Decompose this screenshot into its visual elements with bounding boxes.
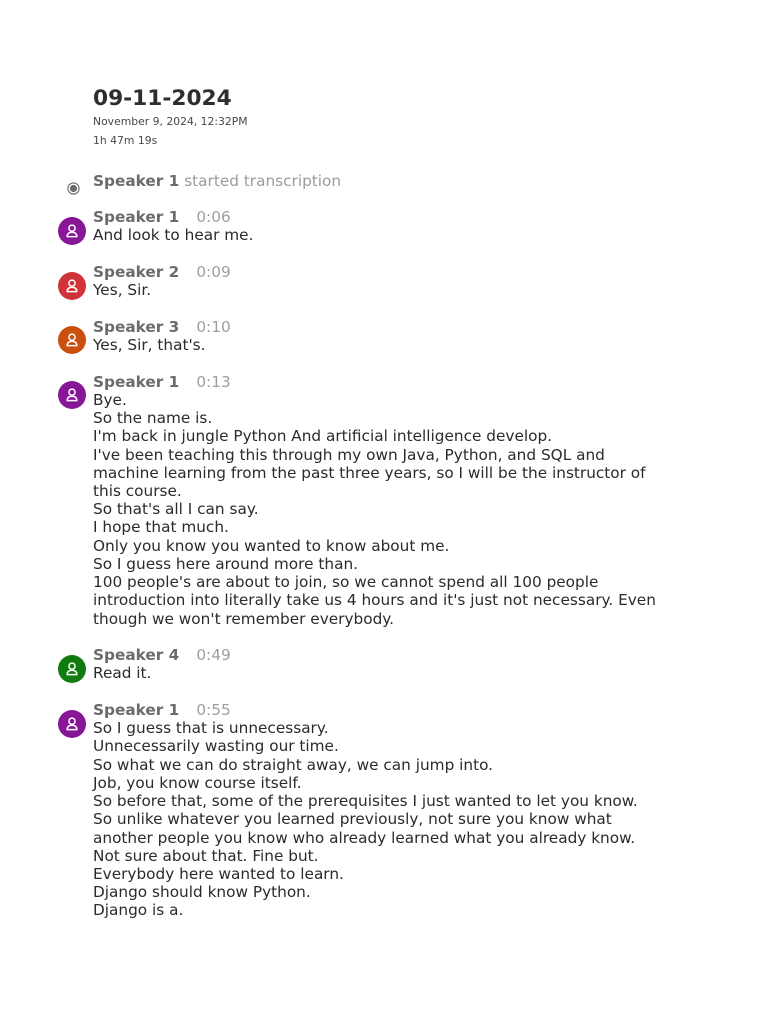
transcript-entry [93,701,673,919]
speaker-name: Speaker 1 [93,701,180,720]
utterance: Everybody here wanted to learn. [93,864,344,883]
utterance: So what we can do straight away, we can jump into. [93,755,494,774]
speaker-avatar [58,655,86,683]
entry-header [93,701,673,719]
utterance: I hope that much. [93,518,229,537]
utterance: So unlike whatever you learned previously, not sure you know what another people you know who already learned what you already know. [93,810,636,847]
utterance: So the name is. [93,409,213,428]
entry-header [93,646,673,664]
utterance: And look to hear me. [93,226,254,245]
timestamp: 0:13 [196,372,231,391]
person-icon [58,381,86,409]
speaker-name: Speaker 4 [93,646,180,665]
person-icon [58,655,86,683]
person-icon [58,272,86,300]
utterance: So before that, some of the prerequisites I just wanted to let you know. [93,792,638,811]
utterance: So I guess that is unnecessary. [93,719,329,738]
utterance: Django is a. [93,901,184,920]
transcription-start-event [93,172,673,190]
transcript-title: 09-11-2024 [93,86,232,111]
record-icon [67,182,80,195]
speaker-avatar [58,710,86,738]
entry-header [93,373,673,391]
utterance: I've been teaching this through my own Java, Python, and SQL and machine learning from the past three years, so I will be the instructor of this course. [93,445,646,501]
transcript-duration: 1h 47m 19s [93,134,158,147]
utterance: Yes, Sir, that's. [93,336,206,355]
transcript-entry [93,646,673,682]
speaker-avatar [58,381,86,409]
utterance: Read it. [93,664,152,683]
transcript-entry [93,373,673,628]
person-icon [58,326,86,354]
person-icon [58,710,86,738]
speaker-avatar [58,326,86,354]
utterance: Bye. [93,391,127,410]
speaker-name: Speaker 2 [93,263,180,282]
entry-header [93,318,673,336]
utterance: I'm back in jungle Python And artificial intelligence develop. [93,427,553,446]
utterance: So that's all I can say. [93,500,259,519]
utterance: Job, you know course itself. [93,773,302,792]
utterance: Unnecessarily wasting our time. [93,737,339,756]
speaker-name: Speaker 1 [93,372,180,391]
transcript-datetime: November 9, 2024, 12:32PM [93,115,248,128]
timestamp: 0:10 [196,317,231,336]
utterance: Not sure about that. Fine but. [93,846,319,865]
entry-header [93,263,673,281]
speaker-avatar [58,217,86,245]
utterance: Yes, Sir. [93,281,152,300]
utterance: So I guess here around more than. [93,554,359,573]
utterance: 100 people's are about to join, so we cannot spend all 100 people introduction into literally take us 4 hours and it's just not necessary. Even though we won't remember everybody. [93,573,656,628]
person-icon [58,217,86,245]
start-speaker-name: Speaker 1 [93,171,180,190]
speaker-name: Speaker 3 [93,317,180,336]
transcript-entry [93,318,673,354]
timestamp: 0:09 [196,263,231,282]
utterance: Django should know Python. [93,883,311,902]
speaker-name: Speaker 1 [93,208,180,227]
timestamp: 0:49 [196,646,231,665]
start-event-text: started transcription [184,171,342,190]
transcript-entry [93,208,673,244]
speaker-avatar [58,272,86,300]
transcript-entry [93,263,673,299]
timestamp: 0:55 [196,701,231,720]
entry-header [93,208,673,226]
transcript-document [93,86,673,920]
timestamp: 0:06 [196,208,231,227]
utterance: Only you know you wanted to know about me. [93,536,450,555]
